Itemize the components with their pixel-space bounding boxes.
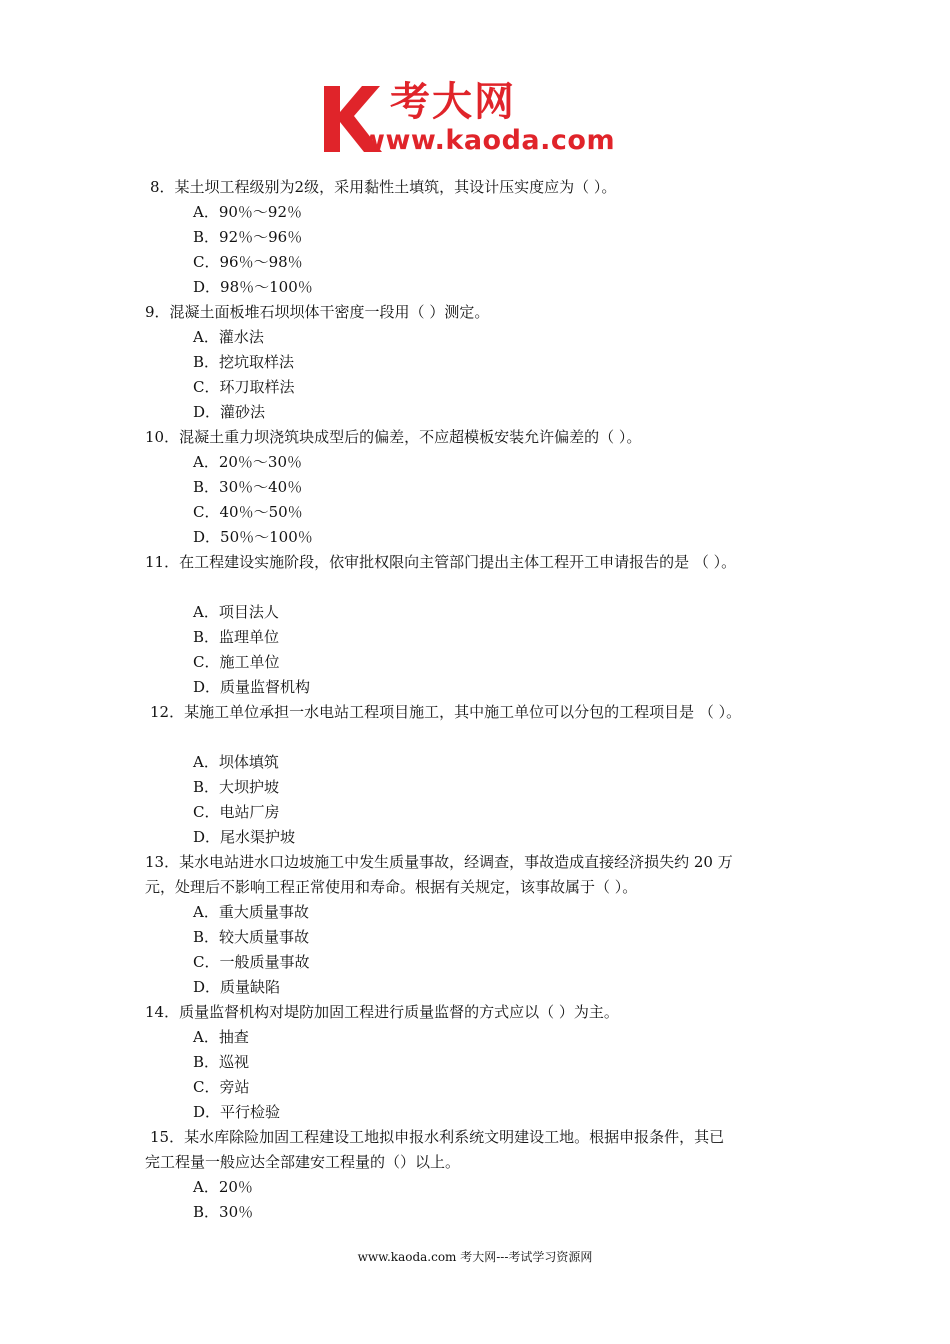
option: C．电站厂房 xyxy=(193,803,280,821)
option: D．质量缺陷 xyxy=(193,978,281,996)
option: A．90％～92％ xyxy=(193,203,303,221)
logo-url: www.kaoda.com xyxy=(360,125,616,156)
option: B．巡视 xyxy=(193,1053,250,1071)
option: D．尾水渠护坡 xyxy=(193,828,296,846)
option: B．大坝护坡 xyxy=(193,778,280,796)
question-stem: 8．某土坝工程级别为2级，采用黏性土填筑，其设计压实度应为（ ）。 xyxy=(150,178,617,196)
option: D．质量监督机构 xyxy=(193,678,311,696)
option: A．20％～30％ xyxy=(193,453,303,471)
option: D．灌砂法 xyxy=(193,403,266,421)
option: D．98％～100％ xyxy=(193,278,313,296)
option: A．重大质量事故 xyxy=(193,903,309,921)
option: B．30％ xyxy=(193,1203,254,1221)
option: A．抽查 xyxy=(193,1028,249,1046)
option: C．施工单位 xyxy=(193,653,280,671)
option: B．30％～40％ xyxy=(193,478,303,496)
option: B．挖坑取样法 xyxy=(193,353,295,371)
question-stem: 14．质量监督机构对堤防加固工程进行质量监督的方式应以（ ）为主。 xyxy=(145,1003,619,1021)
option: C．96％～98％ xyxy=(193,253,303,271)
option: C．环刀取样法 xyxy=(193,378,295,396)
kaoda-logo xyxy=(318,80,638,160)
question-stem: 11．在工程建设实施阶段，依审批权限向主管部门提出主体工程开工申请报告的是 （ ）。 xyxy=(145,553,737,571)
option: C．旁站 xyxy=(193,1078,250,1096)
option: A．坝体填筑 xyxy=(193,753,279,771)
question-stem-line-2: 完工程量一般应达全部建安工程量的（）以上。 xyxy=(145,1153,461,1171)
option: A．灌水法 xyxy=(193,328,264,346)
option: C．一般质量事故 xyxy=(193,953,310,971)
option: A．20％ xyxy=(193,1178,253,1196)
question-stem-line-1: 13．某水电站进水口边坡施工中发生质量事故，经调查，事故造成直接经济损失约 20 万 xyxy=(145,853,733,871)
question-stem-line-2: 元，处理后不影响工程正常使用和寿命。根据有关规定，该事故属于（ ）。 xyxy=(145,878,638,896)
option: B．92％～96％ xyxy=(193,228,303,246)
option: A．项目法人 xyxy=(193,603,279,621)
logo-chinese-name: 考大网 xyxy=(390,79,516,125)
option: D．50％～100％ xyxy=(193,528,313,546)
option: C．40％～50％ xyxy=(193,503,303,521)
option: D．平行检验 xyxy=(193,1103,281,1121)
question-stem: 9．混凝土面板堆石坝坝体干密度一段用（ ）测定。 xyxy=(145,303,490,321)
question-stem: 10．混凝土重力坝浇筑块成型后的偏差，不应超模板安装允许偏差的（ ）。 xyxy=(145,428,642,446)
question-stem-line-1: 15．某水库除险加固工程建设工地拟申报水利系统文明建设工地。根据申报条件，其已 xyxy=(150,1128,725,1146)
option: B．较大质量事故 xyxy=(193,928,310,946)
page-footer: www.kaoda.com 考大网---考试学习资源网 xyxy=(357,1250,593,1264)
option: B．监理单位 xyxy=(193,628,280,646)
question-stem: 12．某施工单位承担一水电站工程项目施工，其中施工单位可以分包的工程项目是 （ ）。 xyxy=(150,703,742,721)
